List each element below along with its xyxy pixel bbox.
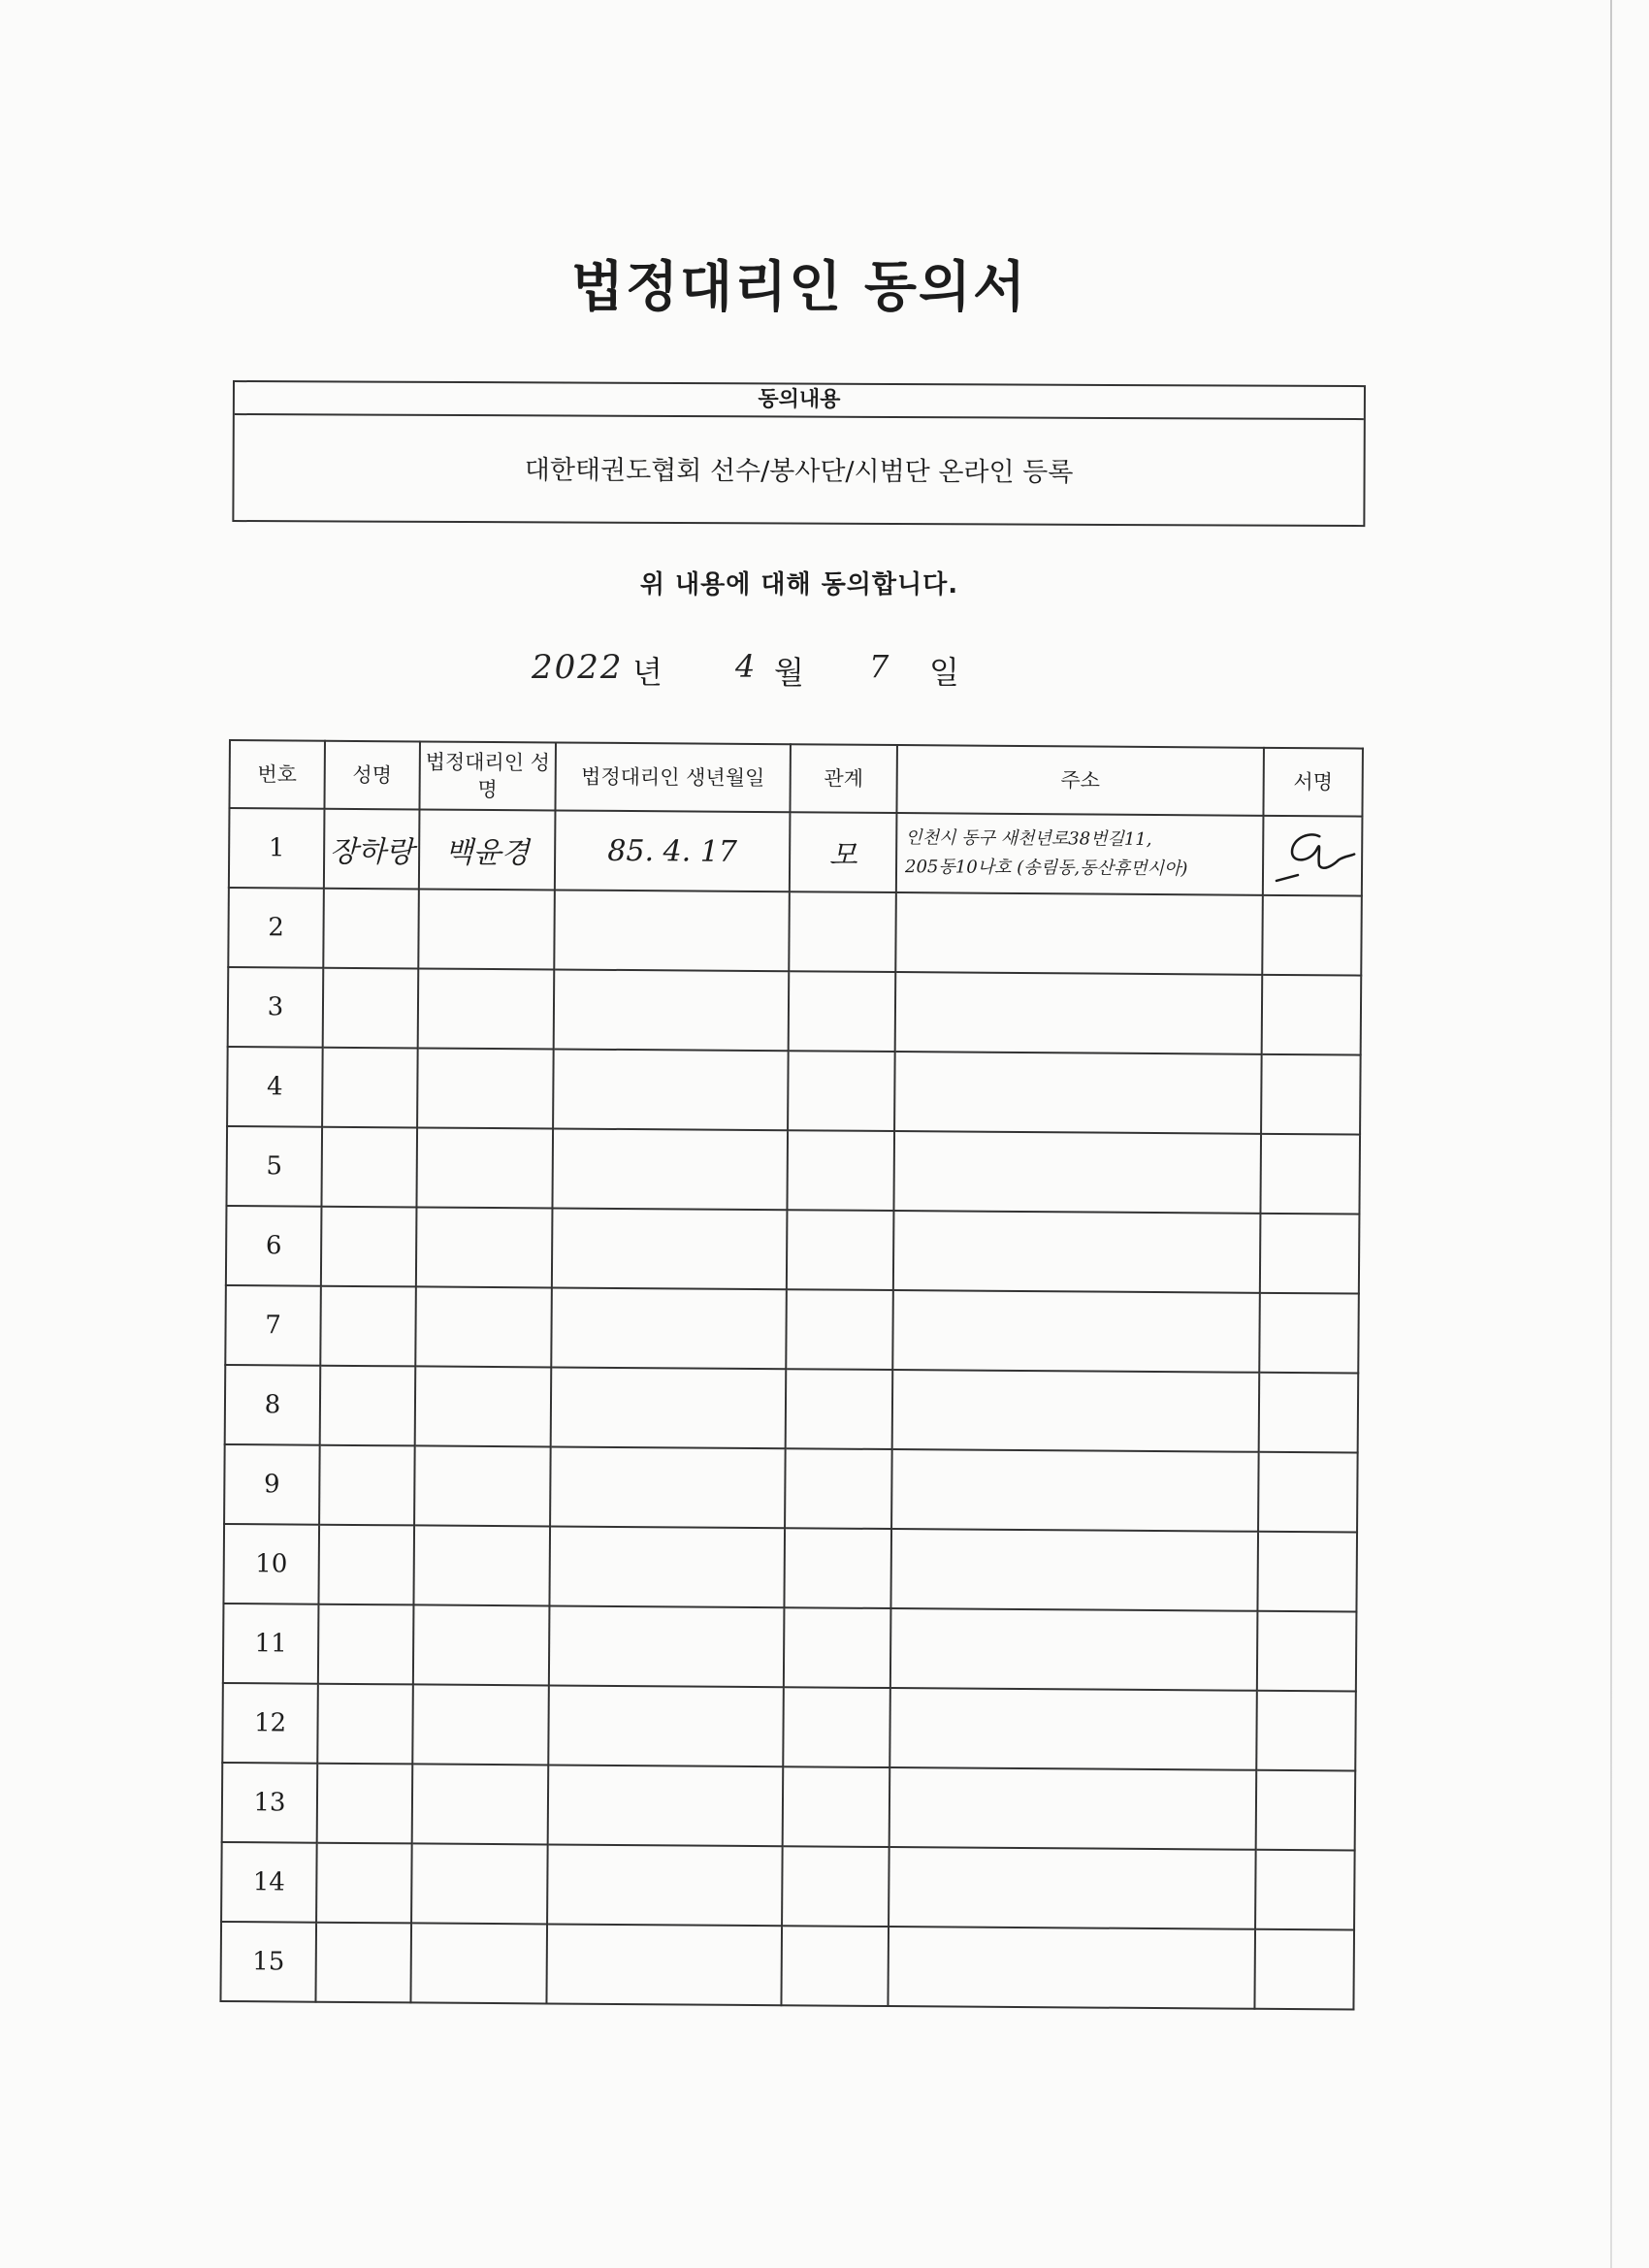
header-guardian-birth: 법정대리인 생년월일: [555, 742, 791, 812]
cell-signature: [1259, 1373, 1359, 1453]
cell-address: [889, 1767, 1257, 1850]
cell-address: [893, 1131, 1261, 1214]
cell-name: [321, 1207, 417, 1287]
cell-guardian-name: [411, 1843, 548, 1924]
cell-address: [892, 1290, 1260, 1373]
cell-guardian-birth: [554, 890, 790, 971]
cell-guardian-birth: [552, 1128, 788, 1210]
cell-guardian-name: [418, 889, 555, 969]
cell-no: 4: [227, 1047, 323, 1127]
header-guardian-name: 법정대리인 성명: [419, 741, 556, 810]
table-row: [222, 1763, 1356, 1851]
cell-address: [892, 1370, 1260, 1452]
cell-signature: [1254, 1929, 1354, 2010]
table-row: [229, 808, 1363, 896]
cell-name: [316, 1843, 412, 1924]
signature-scribble: [1269, 826, 1356, 886]
cell-signature: [1257, 1611, 1357, 1692]
cell-name: [317, 1764, 413, 1844]
cell-guardian-name: [412, 1764, 549, 1844]
cell-address: [895, 892, 1263, 975]
cell-name: [321, 1127, 417, 1208]
cell-relation: [789, 891, 896, 972]
date-month-label: 월: [774, 654, 804, 691]
cell-signature: [1263, 816, 1363, 896]
cell-no: 15: [220, 1922, 316, 2002]
page-edge: [1610, 0, 1612, 2268]
header-signature: 서명: [1263, 748, 1363, 817]
cell-name: [318, 1525, 414, 1605]
table-row: [221, 1842, 1355, 1930]
cell-signature: [1261, 1054, 1361, 1135]
cell-guardian-birth: [553, 1049, 789, 1130]
cell-guardian-name: [412, 1684, 549, 1765]
cell-guardian-name: [416, 1127, 553, 1208]
cell-no: 13: [222, 1763, 318, 1843]
cell-name: [323, 889, 419, 969]
cell-no: 2: [228, 888, 324, 968]
consent-heading: 동의내용: [235, 382, 1364, 420]
cell-guardian-name: 백윤경: [419, 809, 556, 890]
cell-no: 9: [224, 1444, 320, 1525]
cell-guardian-birth: [554, 969, 790, 1051]
cell-signature: [1260, 1214, 1360, 1294]
cell-guardian-birth: [549, 1605, 785, 1687]
cell-no: 7: [225, 1285, 321, 1366]
table-row: [220, 1922, 1354, 2010]
cell-relation: 모: [790, 812, 897, 892]
cell-guardian-birth: [546, 1924, 782, 2005]
cell-relation: [786, 1289, 893, 1370]
table-body: [220, 808, 1362, 2010]
cell-address: [896, 813, 1264, 895]
cell-no: 8: [225, 1365, 321, 1445]
cell-relation: [787, 1210, 894, 1290]
cell-address: [888, 1927, 1255, 2009]
header-name: 성명: [324, 741, 420, 810]
address-line-1: 인천시 동구 새천년로38번길11,: [905, 827, 1152, 850]
cell-relation: [784, 1528, 891, 1608]
cell-name: [322, 1048, 418, 1128]
date-month: 4: [735, 648, 756, 685]
cell-guardian-birth: [550, 1446, 786, 1528]
cell-guardian-name: [415, 1366, 552, 1446]
date-year-label: 년: [632, 654, 663, 691]
cell-relation: [781, 1926, 889, 2006]
cell-relation: [788, 1051, 895, 1131]
cell-no: 1: [229, 808, 325, 889]
date-day: 7: [869, 648, 889, 685]
date-day-label: 일: [929, 654, 959, 691]
cell-name: [317, 1684, 413, 1765]
cell-guardian-name: [413, 1525, 550, 1605]
cell-no: 10: [223, 1524, 319, 1604]
cell-signature: [1260, 1134, 1360, 1215]
cell-guardian-birth: [548, 1765, 784, 1846]
table-row: [224, 1444, 1358, 1533]
document-title: 법정대리인 동의서: [570, 256, 1028, 319]
cell-guardian-birth: [548, 1685, 784, 1766]
cell-guardian-birth: [549, 1526, 785, 1607]
table-row: [226, 1206, 1360, 1294]
cell-name: [323, 968, 419, 1049]
cell-relation: [784, 1607, 891, 1688]
consent-content: 대한태권도협회 선수/봉사단/시범단 온라인 등록: [524, 455, 1074, 488]
cell-no: 11: [223, 1604, 319, 1684]
guardian-table: [219, 739, 1364, 2011]
date-line: [532, 640, 1017, 698]
cell-signature: [1257, 1532, 1357, 1612]
table-row: [228, 888, 1362, 976]
table-row: [227, 1047, 1361, 1135]
cell-guardian-name: [413, 1604, 550, 1685]
cell-name: [318, 1604, 414, 1685]
cell-no: 12: [222, 1683, 318, 1764]
table-row: [222, 1683, 1356, 1771]
table-row: [226, 1126, 1360, 1215]
cell-guardian-birth: [551, 1367, 787, 1448]
cell-name: [319, 1445, 415, 1526]
header-address: 주소: [896, 745, 1264, 816]
cell-guardian-name: [417, 1048, 554, 1128]
cell-relation: [783, 1687, 890, 1767]
cell-guardian-birth: [551, 1287, 787, 1369]
cell-signature: [1256, 1691, 1356, 1771]
cell-address: [889, 1688, 1257, 1770]
cell-address: [893, 1211, 1261, 1293]
cell-signature: [1258, 1452, 1358, 1533]
address-line-2: 205동10나호 (송림동,동산휴먼시아): [904, 857, 1188, 880]
cell-relation: [789, 971, 896, 1052]
cell-guardian-birth: [547, 1844, 783, 1926]
consent-box: [232, 380, 1366, 527]
cell-address: [894, 1052, 1262, 1134]
cell-name: [315, 1923, 411, 2003]
header-no: 번호: [229, 740, 325, 809]
cell-guardian-birth: [552, 1208, 788, 1289]
cell-name: 장하랑: [324, 809, 420, 890]
cell-signature: [1262, 895, 1362, 976]
table-row: [228, 967, 1362, 1055]
cell-guardian-name: [414, 1445, 551, 1526]
cell-signature: [1256, 1770, 1356, 1851]
cell-signature: [1262, 975, 1362, 1055]
cell-address: [895, 972, 1263, 1054]
cell-guardian-name: [410, 1923, 547, 2003]
cell-no: 6: [226, 1206, 322, 1286]
table-row: [225, 1365, 1359, 1453]
table-header-row: [229, 740, 1362, 817]
cell-relation: [787, 1130, 894, 1211]
cell-guardian-name: [416, 1207, 553, 1287]
agreement-statement: 위 내용에 대해 동의합니다.: [639, 570, 959, 599]
table-row: [223, 1524, 1357, 1612]
cell-guardian-birth: 85. 4. 17: [555, 810, 791, 891]
cell-address: [890, 1608, 1258, 1691]
table-row: [225, 1285, 1359, 1374]
cell-no: 14: [221, 1842, 317, 1923]
cell-relation: [786, 1369, 893, 1449]
cell-relation: [783, 1766, 890, 1847]
cell-relation: [785, 1448, 892, 1529]
cell-relation: [782, 1846, 889, 1927]
table-row: [223, 1604, 1357, 1692]
cell-address: [890, 1529, 1258, 1611]
cell-no: 5: [226, 1126, 322, 1207]
cell-name: [320, 1366, 416, 1446]
cell-signature: [1259, 1293, 1359, 1374]
date-year: 2022: [532, 648, 624, 687]
header-relation: 관계: [790, 744, 897, 813]
cell-no: 3: [228, 967, 324, 1048]
cell-address: [891, 1449, 1259, 1532]
cell-guardian-name: [415, 1286, 552, 1367]
cell-name: [320, 1286, 416, 1367]
cell-address: [889, 1847, 1256, 1929]
guardian-table-wrapper: [219, 739, 1362, 2011]
cell-signature: [1255, 1850, 1355, 1930]
cell-guardian-name: [418, 968, 555, 1049]
